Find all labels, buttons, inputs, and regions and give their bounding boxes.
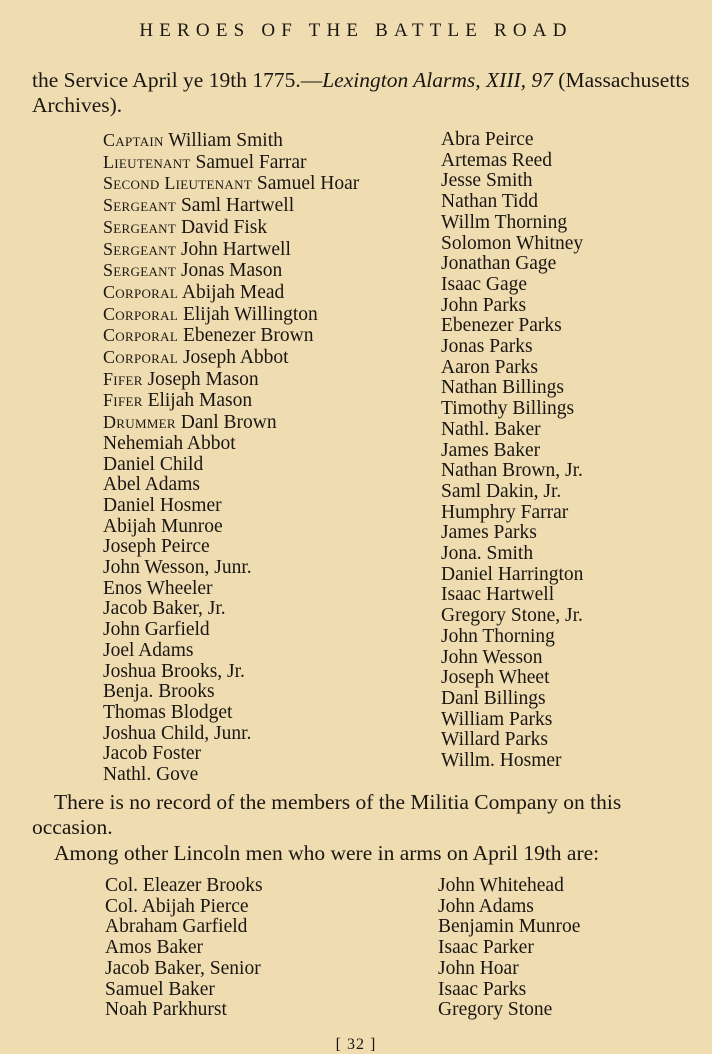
person-name: Nathan Brown, Jr. [441, 460, 583, 482]
person-name: Abel Adams [103, 474, 200, 496]
person-name: Abra Peirce [441, 129, 534, 150]
person-name: Jacob Baker, Jr. [103, 598, 226, 620]
person-name: Col. Abijah Pierce [105, 895, 249, 917]
person-name: Humphry Farrar [441, 501, 569, 523]
person-name: Joshua Child, Junr. [103, 722, 252, 744]
roster-entry [103, 412, 359, 434]
roster-entry [103, 369, 359, 391]
person-name: Aaron Parks [441, 356, 538, 378]
person-name: Isaac Parker [438, 937, 534, 959]
note-others: Among other Lincoln men who were in arms on April 19th are: [54, 841, 600, 865]
roster-entry [103, 496, 359, 517]
roster-entry [103, 130, 359, 152]
person-name: Jonas Parks [441, 336, 533, 358]
roster-entry [103, 703, 359, 724]
roster-entry [103, 195, 359, 217]
person-name: Abijah Munroe [103, 515, 223, 537]
person-name: Saml Dakin, Jr. [441, 480, 562, 502]
roster-entry [103, 558, 359, 579]
person-name: Danl Billings [441, 687, 546, 709]
person-name: Artemas Reed [441, 149, 553, 171]
person-name: Ebenezer Brown [182, 325, 314, 347]
intro-paragraph [32, 68, 692, 118]
person-name: John Whitehead [438, 875, 564, 896]
roster-entry [103, 537, 359, 558]
others-left-column [105, 876, 263, 1021]
person-name: Jacob Foster [103, 743, 202, 765]
person-name: Isaac Parks [438, 978, 527, 1000]
person-name: Enos Wheeler [103, 577, 213, 599]
person-name: James Parks [441, 522, 537, 544]
roster-entry [103, 682, 359, 703]
roster-entry [103, 765, 359, 786]
person-name: Benjamin Munroe [438, 916, 581, 938]
person-name: John Garfield [103, 619, 210, 641]
rank-label: Second Lieutenant [103, 173, 253, 194]
person-name: David Fisk [180, 216, 268, 238]
page-number: [ 32 ] [335, 1036, 377, 1053]
person-name: Nathl. Baker [441, 418, 541, 440]
person-name: Jesse Smith [441, 170, 533, 192]
person-name: John Hoar [438, 957, 519, 979]
roster-entry [103, 239, 359, 261]
rank-label: Sergeant [103, 216, 177, 237]
rank-label: Drummer [103, 412, 176, 433]
person-name: Nehemiah Abbot [103, 432, 236, 454]
person-name: John Hartwell [180, 238, 291, 260]
roster-entry [103, 517, 359, 538]
roster-entry [103, 620, 359, 641]
others-right-column [438, 876, 580, 1021]
roster-left-column [103, 130, 359, 786]
person-name: Col. Eleazer Brooks [105, 875, 263, 896]
person-name: Jonathan Gage [441, 253, 557, 275]
person-name: Abraham Garfield [105, 916, 248, 938]
person-name: Joseph Peirce [103, 536, 210, 558]
roster-entry [103, 152, 359, 174]
person-name: James Baker [441, 439, 541, 461]
person-name: Nathan Tidd [441, 191, 538, 213]
rank-label: Corporal [103, 281, 179, 302]
running-head: HEROES OF THE BATTLE ROAD [139, 20, 573, 41]
person-name: Joseph Wheet [441, 667, 550, 689]
person-name: Isaac Hartwell [441, 584, 555, 606]
person-name: Nathan Billings [441, 377, 564, 399]
roster-entry [103, 347, 359, 369]
person-name: John Wesson [441, 646, 543, 668]
person-name: Abijah Mead [181, 281, 285, 303]
person-name: Isaac Gage [441, 273, 528, 295]
person-name: Joseph Mason [147, 368, 259, 390]
person-name: John Wesson, Junr. [103, 557, 252, 579]
person-name: Timothy Billings [441, 398, 575, 420]
person-name: Daniel Child [103, 453, 204, 475]
roster-entry [103, 662, 359, 683]
person-name: Samuel Farrar [195, 151, 307, 173]
person-name: Daniel Harrington [441, 563, 584, 585]
roster-entry [103, 475, 359, 496]
person-name: Ebenezer Parks [441, 315, 562, 337]
person-name: Gregory Stone, Jr. [441, 605, 583, 627]
roster-entry [103, 217, 359, 239]
person-name: Solomon Whitney [441, 232, 584, 254]
person-name: John Thorning [441, 625, 555, 647]
person-name: Thomas Blodget [103, 701, 233, 723]
rank-label: Corporal [103, 303, 179, 324]
roster-entry [103, 724, 359, 745]
roster-entry [103, 455, 359, 476]
rank-label: Sergeant [103, 260, 177, 281]
person-name: Willard Parks [441, 729, 548, 751]
rank-label: Corporal [103, 325, 179, 346]
person-name: William Smith [168, 130, 283, 151]
person-name: Daniel Hosmer [103, 494, 222, 516]
roster-entry [103, 744, 359, 765]
person-name: Samuel Baker [105, 978, 215, 1000]
person-name: Willm. Hosmer [441, 750, 562, 772]
roster-entry [103, 173, 359, 195]
person-name: Noah Parkhurst [105, 999, 227, 1021]
person-name: John Parks [441, 294, 527, 316]
roster-entry [103, 282, 359, 304]
intro-text-after: (Massachusetts Archives). [32, 68, 690, 117]
person-name: Samuel Hoar [256, 173, 360, 195]
roster-entry [103, 641, 359, 662]
rank-label: Lieutenant [103, 151, 191, 172]
person-name: Joseph Abbot [182, 347, 289, 369]
person-name: Jona. Smith [441, 543, 534, 565]
rank-label: Sergeant [103, 238, 177, 259]
person-name: Joshua Brooks, Jr. [103, 660, 245, 682]
person-name: Joel Adams [103, 639, 194, 661]
person-name: John Adams [438, 895, 534, 917]
rank-label: Fifer [103, 390, 143, 411]
rank-label: Sergeant [103, 195, 177, 216]
person-name: Benja. Brooks [103, 681, 215, 703]
roster-entry [103, 599, 359, 620]
person-name: Gregory Stone [438, 999, 553, 1021]
roster-entry [103, 304, 359, 326]
note-militia: There is no record of the members of the Militia Company on this occasion. [32, 790, 622, 839]
rank-label: Corporal [103, 347, 179, 368]
person-name: Danl Brown [180, 412, 277, 434]
roster-entry [103, 325, 359, 347]
person-name: Willm Thorning [441, 211, 568, 233]
rank-label: Fifer [103, 368, 143, 389]
person-name: Nathl. Gove [103, 764, 199, 786]
intro-text: the Service April ye 19th 1775.— [32, 68, 323, 92]
roster-entry [103, 260, 359, 282]
person-name: Jonas Mason [180, 260, 283, 282]
intro-citation: Lexington Alarms, XIII, 97 [322, 68, 553, 92]
roster-entry [103, 390, 359, 412]
person-name: Saml Hartwell [180, 195, 295, 217]
person-name: Elijah Willington [182, 303, 318, 325]
roster-entry [103, 579, 359, 600]
person-name: Jacob Baker, Senior [105, 957, 261, 979]
roster-right-column [441, 130, 583, 772]
person-name: Amos Baker [105, 937, 204, 959]
rank-label: Captain [103, 130, 164, 150]
roster-entry [103, 434, 359, 455]
person-name: William Parks [441, 708, 553, 730]
person-name: Elijah Mason [147, 390, 253, 412]
